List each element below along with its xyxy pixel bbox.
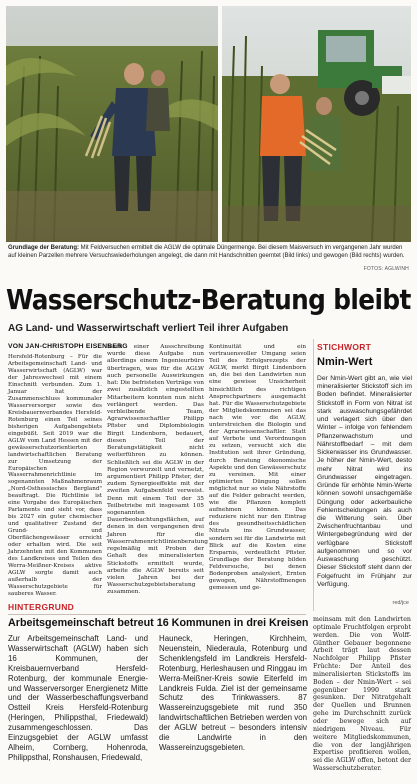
article-column-3: Kontinuität und ein vertrauensvoller Umgang seien Teil des Erfolgsrezepts der AGLW, merkt Birgit Lindenborn an, die bei den Landwirten nun eine gewisse Unsicherheit hinsichtlich des richtigen Ansprechpartners ausgemacht hat. Für die Wasserschutzgebiete der Mitgliedskommunen sei das nach wie vor die AGLW, unterstreichen die Biologin und der Agrarwissenschaftler. Statt auf Verbote und Verordnungen zu setzen, versucht sich die Institution seit ihrer Gründung, durch Beratung ökonomische Aspekte und den Gewässerschutz zu vereinen. Mit einer optimierten Düngung sollen möglichst nur so viele Nährstoffe auf die Felder gebracht werden, wie die Pflanzen komplett aufnehmen können. Das reduziere nicht nur den Eintrag des gesundheitsschädlichen Nitrats ins Grundwasser, sondern sei für die Landwirte mit Blick auf die Kosten eine Ersparnis, verdeutlicht Pfister. Grundlage der Beratung bilden Feldversuche, bei denen Bodenproben analysiert, Ernten gewogen, Nährstoffmengen gemessen und ge- (209, 344, 306, 592)
sidebar-title: Nmin-Wert (317, 356, 373, 368)
caption-text: Mit Feldversuchen ermittelt die AGLW die optimale Düngermenge. Bei diesem Maisversuch im vergangenen Jahr wurden auf kleinen Parzellen mehrere Versuchswiederholungen angelegt, die dann mit Handschnitten geerntet (Bild links) und gewogen (Bild rechts) wurden. (8, 245, 405, 259)
background-title: Arbeitsgemeinschaft betreut 16 Kommunen in drei Kreisen (8, 617, 309, 629)
photo-credit: FOTOS: AGLW/NH (363, 266, 409, 272)
photo-weighing-image (222, 6, 411, 242)
background-divider (8, 614, 306, 615)
sidebar-kicker: STICHWORT (317, 342, 372, 352)
article-column-1: Hersfeld-Rotenburg – Für die Arbeitsgemeinschaft Land- und Wasserwirtschaft (AGLW) war der Jahreswechsel mit einem Einschnitt verbunden. Zum 1. Januar hat der Zusammenschluss kommunaler Wasserversorger sowie des Kreisbauernverbandes Hersfeld-Rotenburg einen Teil seines bisherigen Aufgabengebiets eingebüßt. Seit 2019 war die AGLW vom Land Hessen mit der gewässerschutzorientierten landwirtschaftlichen Beratung zur Umsetzung der Europäischen Wasserrahmenrichtlinie im sogenannten Maßnahmenraum „Nord-Osthessisches Bergland" beauftragt. Die Richtlinie ist eine Vorgabe des Europäischen Parlaments und sieht vor, dass bis 2027 ein guter chemischer und qualitativer Zustand der Grund- und Oberflächengewässer erreicht oder erhalten wird. Die seit Jahrzehnten mit den Kommunen des Landkreises und Teilen des Werra-Meißner-Kreises aktive AGLW sorgte damit auch außerhalb der Wasserschutzgebiete für sauberes Wasser. (8, 354, 102, 597)
photo-strip (6, 6, 411, 242)
sidebar-signature: red/jce (392, 600, 409, 606)
article-headline: Wasserschutz-Beratung bleibt (6, 284, 411, 316)
background-kicker: HINTERGRUND (8, 602, 75, 612)
article-column-2: Nach einer Ausschreibung wurde diese Aufgabe nun allerdings einem Ingenieurbüro übertragen, was für die AGLW auch personelle Auswirkungen hat: Die befristeten Verträge von zwei zusätzlich eingestellten Mitarbeitern konnten nun nicht verlängert werden. Das verbleibende Team, Agrarwissenschaftler Philipp Pfister und Diplombiologin Birgit Lindenborn, bedauert, diesen Teil der Beratungstätigkeit nicht weiterführen zu können. Schließlich sei die AGLW in der Region verwurzelt und vernetzt, argumentiert Philipp Pfister, der zudem Synergieeffekte mit der zweiten Aufgabenfeld verweist. Denn mit einem Teil der 35 Teilbetriebe mit insgesamt 105 sogenannten Dauerbeobachtungsflächen, auf denen in den vergangenen drei Jahren für die Wasserrahmenrichtlinienberatung regelmäßig mit Proben der Gehalt des mineralisierten Stickstoffs ermittelt wurde, arbeite die AGLW bereits seit vielen Jahren bei der Wasserschutzgebietsberatung zusammen. (107, 344, 208, 596)
background-column-2: Hauneck, Heringen, Kirchheim, Neuenstein, Niederaula, Rotenburg und Schenklengsfeld im Landkreis Hersfeld-Rotenburg, Herleshausen und Ringgau im Werra-Meißner-Kreis sowie Eiterfeld im Landkreis Fulda. Ziel ist der gemeinsame Schutz des Trinkwassers. 87 Wassereinzugsgebiete mit rund 350 landwirtschaftlichen Betrieben werden von der AGLW betreut – besonders intensiv die Landwirte in den Wassereinzugsgebieten. (159, 634, 307, 752)
photo-harvest-by-hand (6, 6, 218, 242)
caption-lead: Grundlage der Beratung: (8, 245, 80, 251)
sidebar-stichwort (313, 339, 411, 611)
article-column-4: meinsam mit den Landwirten optimale Fruchtfolgen erprobt werden. Die von Wolff-Günther Gebauer begonnene Arbeit trägt laut dessen Nachfolger Philipp Pfister Früchte: Der Anteil des mineralisierten Stickstoffs im Boden – der Nmin-Wert – sei gegenüber 1990 stark gesunken. Der Nitratgehalt der Quellen und Brunnen gehe im Durchschnitt zurück oder bewege sich auf niedrigem Niveau. Für weitere Mitgliedskommunen, die von der langjährigen Expertise profitieren wollen, sei die AGLW offen, betont der Wasserschutzberater. (313, 616, 411, 773)
sidebar-text: Der Nmin-Wert gibt an, wie viel mineralisierter Stickstoff sich im Boden befindet. Mineralisierter Stickstoff in Form von Nitrat ist stark auswaschungsgefährdet und verlagert sich über den Winter – infolge von fehlendem Pflanzenwachstum und Nährstoffbedarf – mit dem Sickerwasser ins Grundwasser. Je höher der Nmin-Wert, desto mehr Nitrat wird ins Grundwasser eingetragen. Gründe für erhöhte Nmin-Werte können sowohl unsachgemäße Düngung oder ackerbauliche Fehlentscheidungen als auch die Witterung sein. Über Zwischenfruchtanbau und Wintergebegründung wird der verfügbare Stickstoff aufgenommen und so vor Auswaschung geschützt. Dieser Stickstoff steht dann der Folgefrucht im Frühjahr zur Verfügung. (317, 375, 412, 588)
photo-harvest-image (6, 6, 218, 242)
article-subheadline: AG Land- und Wasserwirtschaft verliert Teil ihrer Aufgaben (8, 323, 289, 334)
photo-caption (8, 245, 409, 261)
background-column-1: Zur Arbeitsgemeinschaft Land- und Wasserwirtschaft (AGLW) haben sich 16 Kommunen, der Kreisbauernverband Hersfeld-Rotenburg, der kommunale Energie- und Wasserversorger Energienetz Mitte und der Wasserbeschaffungsverband Ostteil Kreis Hersfeld-Rotenburg (Heringen, Philippsthal, Friedewald) zusammengeschlossen. Das Einzugsgebiet der AGLW umfasst Alheim, Cornberg, Hohenroda, Philippsthal, Ronshausen, Friedewald, (8, 634, 148, 762)
article-byline: VON JAN-CHRISTOPH EISENBERG (8, 343, 128, 350)
photo-weighing (222, 6, 411, 242)
